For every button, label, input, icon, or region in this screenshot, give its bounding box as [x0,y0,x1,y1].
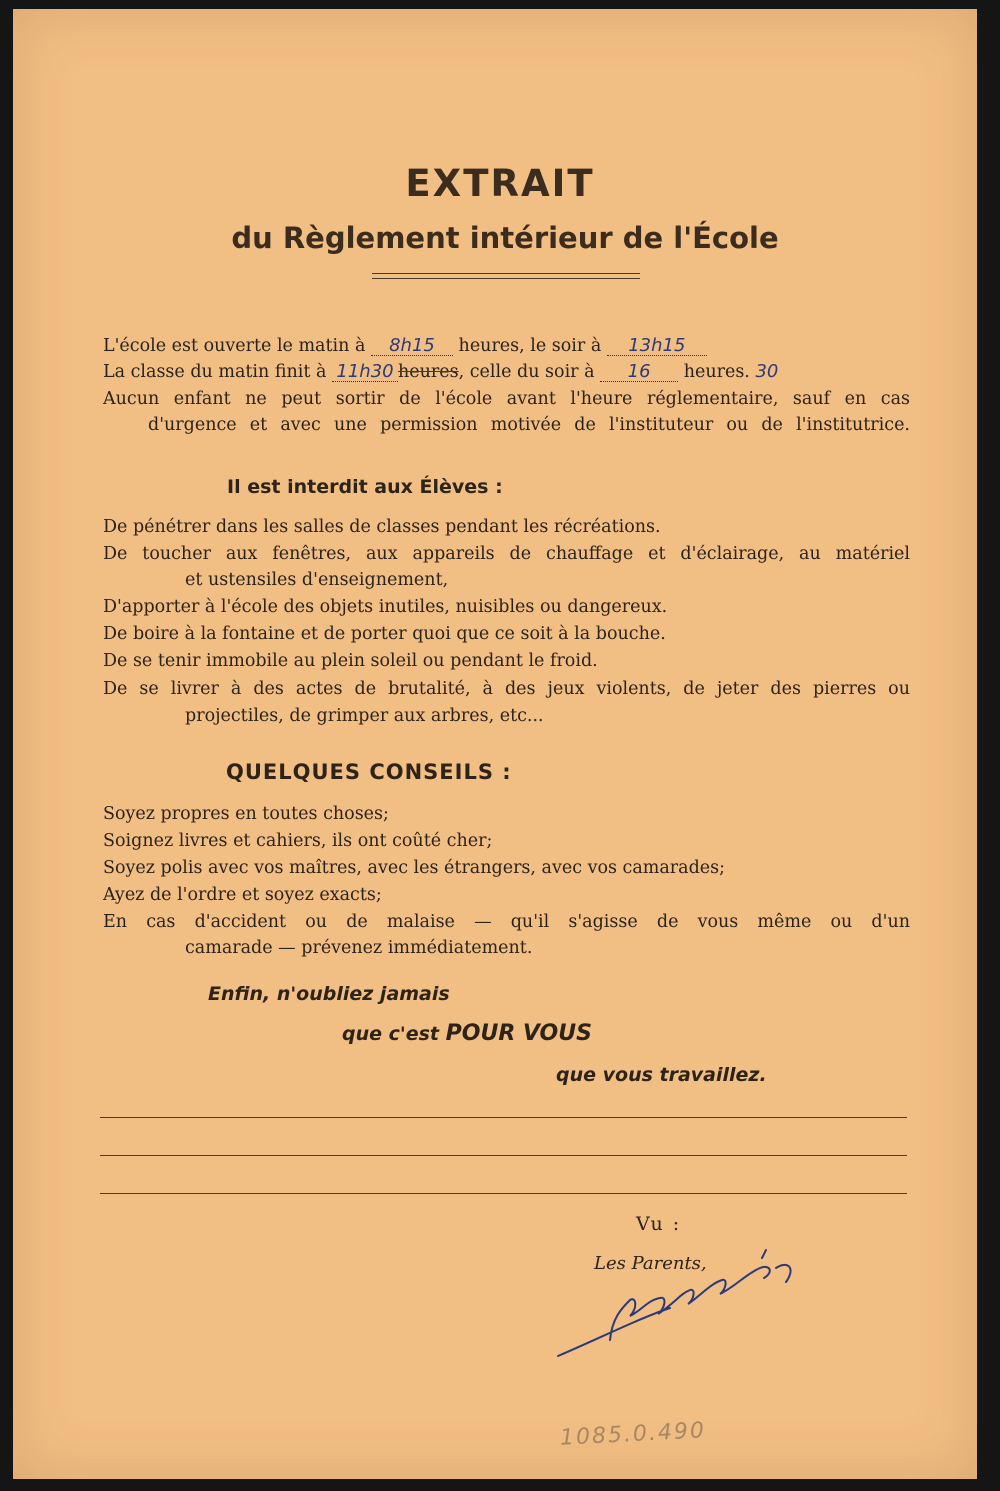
seen-label: Vu : [636,1213,682,1235]
advice-item: En cas d'accident ou de malaise — qu'il s'agisse de vous même ou d'un [103,912,910,932]
morning-end-value: 11h30 [336,361,394,382]
closing-hours-text-c: , celle du soir à [458,362,595,382]
forbidden-item: De se tenir immobile au plein soleil ou pendant le froid. [103,651,598,671]
opening-hours-text-b: heures, le soir à [458,336,602,356]
forbidden-item-continued: et ustensiles d'enseignement, [185,570,449,590]
title-rule-bottom [372,278,640,279]
blank-line [100,1193,907,1194]
opening-hours-text-a: L'école est ouverte le matin à [103,336,366,356]
closing-line2 [342,1021,592,1046]
advice-item-continued: camarade — prévenez immédiatement. [185,938,533,958]
advice-item: Soyez propres en toutes choses; [103,804,389,824]
advice-item: Soyez polis avec vos maîtres, avec les étrangers, avec vos camarades; [103,858,726,878]
advice-item: Ayez de l'ordre et soyez exacts; [103,885,382,905]
closing-hours-line [103,359,778,385]
inventory-number: 1085.0.490 [559,1418,707,1451]
advice-heading: QUELQUES CONSEILS : [226,760,512,784]
evening-end-field [600,359,678,382]
exit-rule-line2: d'urgence et avec une permission motivée de l'instituteur ou de l'institutrice. [148,415,910,435]
closing-line3: que vous travaillez. [556,1064,767,1086]
evening-open-field [607,333,707,356]
exit-rule-line1: Aucun enfant ne peut sortir de l'école avant l'heure réglementaire, sauf en cas [103,389,910,409]
forbidden-item: De pénétrer dans les salles de classes pendant les récréations. [103,517,661,537]
forbidden-item: De se livrer à des actes de brutalité, à des jeux violents, de jeter des pierres ou [103,679,910,699]
title-rule-top [372,273,640,274]
evening-end-value: 16 [627,361,651,382]
parent-signature [550,1238,810,1363]
advice-item: Soignez livres et cahiers, ils ont coûté cher; [103,831,493,851]
closing-pour-vous: POUR VOUS [445,1021,592,1046]
forbidden-item: De toucher aux fenêtres, aux appareils de chauffage et d'éclairage, au matériel [103,544,910,564]
morning-end-field [332,359,398,382]
parents-label: Les Parents, [594,1253,707,1274]
closing-hours-text-a: La classe du matin finit à [103,362,327,382]
closing-hours-text-d: heures. [683,362,750,382]
closing-line1: Enfin, n'oubliez jamais [208,983,450,1005]
forbidden-item-continued: projectiles, de grimper aux arbres, etc... [185,706,544,726]
opening-hours-line [103,333,707,359]
document-title: EXTRAIT [405,162,595,205]
forbidden-item: D'apporter à l'école des objets inutiles, nuisibles ou dangereux. [103,597,668,617]
closing-line2-a: que c'est [342,1023,439,1045]
blank-line [100,1117,907,1118]
morning-open-value: 8h15 [389,335,435,356]
blank-line [100,1155,907,1156]
forbidden-item: De boire à la fontaine et de porter quoi que ce soit à la bouche. [103,624,666,644]
struck-heures: heures [398,362,459,382]
evening-open-value: 13h15 [628,335,686,356]
document-subtitle: du Règlement intérieur de l'École [231,221,779,255]
morning-open-field [371,333,453,356]
forbidden-heading: Il est interdit aux Élèves : [227,476,503,498]
evening-end-minutes: 30 [755,361,779,382]
